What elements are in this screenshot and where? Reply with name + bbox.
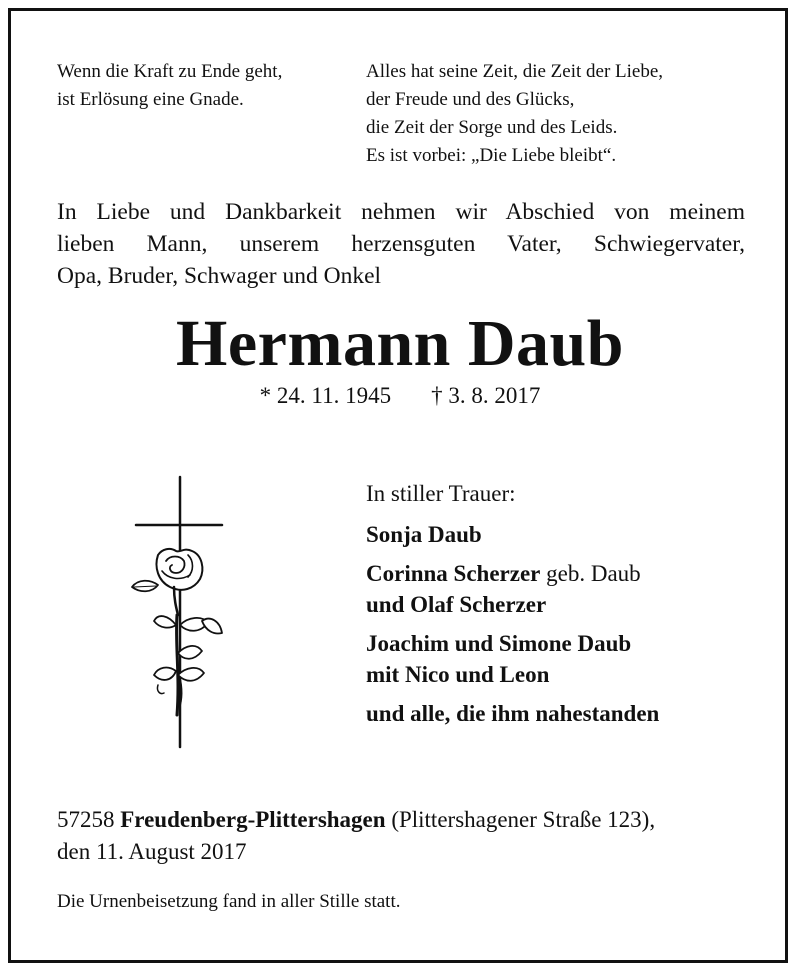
- mourner-group: [366, 519, 659, 550]
- intro-line: lieben Mann, unserem herzensguten Vater, Schwiegervater,: [57, 231, 745, 257]
- mourning-intro: In stiller Trauer:: [366, 481, 516, 506]
- death-date: † 3. 8. 2017: [431, 383, 541, 408]
- mourner-group: [366, 628, 659, 690]
- mourner-name: Joachim und Simone Daub: [366, 631, 632, 656]
- mourner-name: Sonja Daub: [366, 522, 482, 547]
- poem-left-line: ist Erlösung eine Gnade.: [57, 89, 244, 110]
- intro-text: [57, 196, 745, 292]
- postcode: 57258: [57, 807, 115, 832]
- mourners-list: [366, 478, 659, 737]
- poem-left: [57, 58, 282, 114]
- mourner-group: [366, 558, 659, 620]
- mourner-name: und Olaf Scherzer: [366, 592, 547, 617]
- mourner-name: Corinna Scherzer: [366, 561, 541, 586]
- burial-note: Die Urnenbeisetzung fand in aller Stille statt.: [57, 891, 401, 912]
- intro-line: In Liebe und Dankbarkeit nehmen wir Abschied von meinem: [57, 199, 745, 225]
- poem-right-line: Alles hat seine Zeit, die Zeit der Liebe,: [366, 61, 664, 82]
- street: (Plittershagener Straße 123),: [391, 807, 656, 832]
- poem-right: [366, 58, 663, 170]
- date-line: den 11. August 2017: [57, 839, 247, 864]
- mourner-others: und alle, die ihm nahestanden: [366, 701, 660, 726]
- maiden-name: geb. Daub: [540, 561, 641, 586]
- birth-date: * 24. 11. 1945: [259, 383, 392, 408]
- cross-and-rose-icon: [128, 475, 228, 750]
- mourner-name: mit Nico und Leon: [366, 662, 550, 687]
- poem-left-line: Wenn die Kraft zu Ende geht,: [57, 61, 283, 82]
- mourner-group: [366, 698, 659, 729]
- poem-right-line: die Zeit der Sorge und des Leids.: [366, 117, 618, 138]
- intro-line: Opa, Bruder, Schwager und Onkel: [57, 263, 382, 289]
- poem-right-line: Es ist vorbei: „Die Liebe bleibt“.: [366, 145, 617, 166]
- poem-right-line: der Freude und des Glücks,: [366, 89, 575, 110]
- deceased-name: Hermann Daub: [176, 307, 624, 380]
- life-dates: [0, 381, 800, 411]
- town: Freudenberg-Plittershagen: [120, 807, 386, 832]
- address-block: [57, 804, 655, 868]
